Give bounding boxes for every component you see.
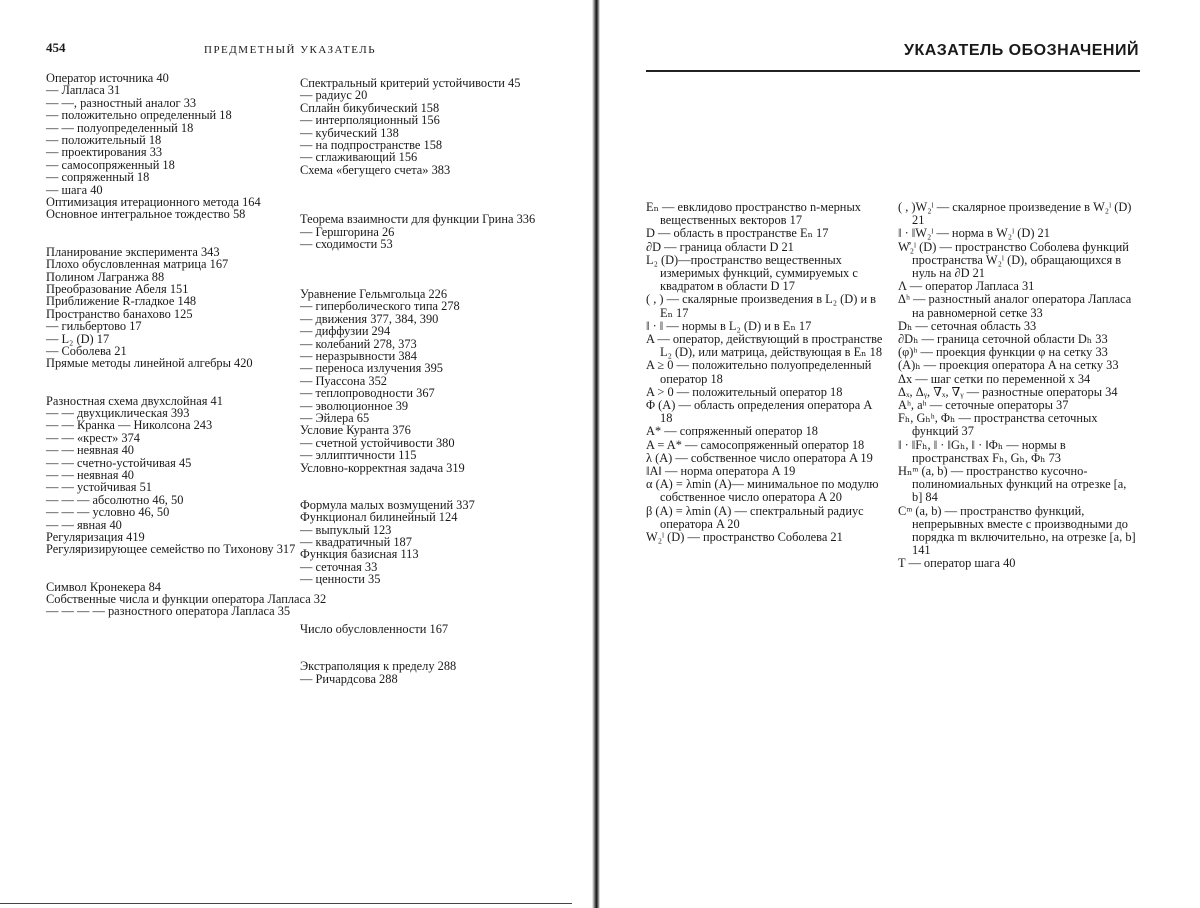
index-entry: Dₕ — сеточная область 33 xyxy=(898,318,1037,333)
index-entry: — Ричардсова 288 xyxy=(300,671,398,686)
index-entry: — — устойчивая 51 xyxy=(46,480,152,495)
index-entry: Регуляризация 419 xyxy=(46,530,145,545)
index-entry: — — двухциклическая 393 xyxy=(46,405,190,420)
index-entry: — сопряженный 18 xyxy=(46,170,150,185)
index-entry: — неразрывности 384 xyxy=(300,348,417,363)
index-entry: A — оператор, действующий в пространстве L₂ (D), или матрица, действующая в Eₙ 18 xyxy=(646,332,883,360)
index-entry: ‖ · ‖ — нормы в L₂ (D) и в Eₙ 17 xyxy=(646,318,812,333)
index-entry: — проектирования 33 xyxy=(46,145,163,160)
index-entry: Уравнение Гельмгольца 226 xyxy=(300,286,448,301)
index-entry: — кубический 138 xyxy=(300,125,399,140)
subject-index-column-2 xyxy=(300,77,550,685)
index-entry xyxy=(300,176,550,188)
index-entry: Спектральный критерий устойчивости 45 xyxy=(300,76,521,90)
index-entry: Сплайн бикубический 158 xyxy=(300,100,440,115)
index-entry: — выпуклый 123 xyxy=(300,522,392,537)
index-entry: — — «крест» 374 xyxy=(46,430,140,445)
subject-index-column-1 xyxy=(46,71,327,619)
index-entry: (A)ₕ — проекция оператора A на сетку 33 xyxy=(898,358,1119,373)
index-entry: — — — — разностного оператора Лапласа 35 xyxy=(46,604,291,619)
notation-index-title: УКАЗАТЕЛЬ ОБОЗНАЧЕНИЙ xyxy=(904,42,1139,59)
left-page xyxy=(0,0,592,908)
index-entry: Fₕ, Gₕʰ, Φₕ — пространства сеточных функций 37 xyxy=(898,411,1098,439)
index-entry: Оптимизация итерационного метода 164 xyxy=(46,195,261,210)
index-entry: A = A* — самосопряженный оператор 18 xyxy=(646,437,865,452)
index-entry: — самосопряженный 18 xyxy=(46,157,175,172)
index-entry: — Лапласа 31 xyxy=(46,83,121,98)
index-entry xyxy=(300,610,550,622)
index-entry: A* — сопряженный оператор 18 xyxy=(646,424,818,439)
index-entry: Прямые методы линейной алгебры 420 xyxy=(46,356,253,371)
index-entry: — гильбертово 17 xyxy=(46,319,142,334)
index-entry: Функция базисная 113 xyxy=(300,547,419,562)
index-entry: — сходимости 53 xyxy=(300,237,393,252)
index-entry: Приближение R-гладкое 148 xyxy=(46,294,197,309)
index-entry: Разностная схема двухслойная 41 xyxy=(46,393,223,408)
index-entry: — — Кранка — Николсона 243 xyxy=(46,418,213,433)
index-entry: Aʰ, aʰ — сеточные операторы 37 xyxy=(898,398,1069,413)
index-entry: — — неявная 40 xyxy=(46,468,134,482)
index-entry xyxy=(300,598,550,610)
index-entry: Собственные числа и функции оператора Лапласа 32 xyxy=(46,592,327,607)
index-entry: — — явная 40 xyxy=(46,517,122,532)
page-number: 454 xyxy=(46,40,66,55)
index-entry: — шага 40 xyxy=(46,182,103,197)
index-entry: Число обусловленности 167 xyxy=(300,621,449,636)
index-entry: Символ Кронекера 84 xyxy=(46,579,161,594)
index-entry: Формула малых возмущений 337 xyxy=(300,497,475,512)
index-entry: — положительно определенный 18 xyxy=(46,108,232,123)
index-entry xyxy=(300,251,550,263)
index-entry: W₂ˡ (D) — пространство Соболева 21 xyxy=(646,530,843,545)
index-entry xyxy=(46,370,294,382)
index-entry: — радиус 20 xyxy=(300,88,368,103)
index-entry: Φ (A) — область определения оператора A 18 xyxy=(646,398,872,426)
index-entry: ( , )W₂ˡ — скалярное произведение в W₂ˡ (D) 21 xyxy=(898,200,1132,228)
title-rule xyxy=(646,70,1140,72)
index-entry: Условие Куранта 376 xyxy=(300,423,411,438)
index-entry xyxy=(300,263,550,275)
index-entry: ‖ · ‖Fₕ, ‖ · ‖Gₕ, ‖ · ‖Φₕ — нормы в пространствах Fₕ, Gₕ, Φₕ 73 xyxy=(898,437,1066,465)
index-entry: (φ)ʰ — проекция функции φ на сетку 33 xyxy=(898,345,1108,360)
index-entry xyxy=(46,568,294,580)
index-entry: Δₓ, Δᵧ, ∇ₓ, ∇ᵧ — разностные операторы 34 xyxy=(898,384,1118,399)
index-entry: — Гершгорина 26 xyxy=(300,224,395,239)
index-entry xyxy=(46,221,294,233)
index-entry: Пространство банахово 125 xyxy=(46,306,193,321)
index-entry: — сеточная 33 xyxy=(300,559,378,574)
index-entry: — интерполяционный 156 xyxy=(300,113,440,128)
index-entry: — — полуопределенный 18 xyxy=(46,120,194,135)
index-entry xyxy=(46,233,294,245)
index-entry: ( , ) — скалярные произведения в L₂ (D) и в Eₙ 17 xyxy=(646,292,877,320)
index-entry: — квадратичный 187 xyxy=(300,535,412,550)
index-entry: — Эйлера 65 xyxy=(300,410,370,425)
index-entry: — переноса излучения 395 xyxy=(300,361,443,376)
index-entry: — эллиптичности 115 xyxy=(300,448,417,463)
index-entry: A ≥ 0 — положительно полуопределенный оператор 18 xyxy=(646,358,872,386)
index-entry: — эволюционное 39 xyxy=(300,398,409,413)
index-entry: β (A) = λmin (A) — спектральный радиус оператора A 20 xyxy=(646,503,864,531)
index-entry: — диффузии 294 xyxy=(300,324,391,339)
index-entry: Δʰ — разностный аналог оператора Лапласа на равномерной сетке 33 xyxy=(898,292,1132,320)
index-entry: — — — абсолютно 46, 50 xyxy=(46,492,184,507)
index-entry xyxy=(300,189,550,201)
index-entry: Eₙ — евклидово пространство n-мерных вещественных векторов 17 xyxy=(646,200,861,228)
index-entry xyxy=(300,635,550,647)
index-entry: Δx — шаг сетки по переменной x 34 xyxy=(898,371,1091,386)
index-entry: Теорема взаимности для функции Грина 336 xyxy=(300,212,536,227)
index-entry: — — неявная 40 xyxy=(46,443,134,458)
bottom-rule-left xyxy=(0,903,572,904)
index-entry: ‖ · ‖W₂ˡ — норма в W₂ˡ (D) 21 xyxy=(898,226,1050,241)
index-entry: Λ — оператор Лапласа 31 xyxy=(898,279,1035,294)
index-entry: — Соболева 21 xyxy=(46,343,127,358)
index-entry: Регуляризирующее семейство по Тихонову 317 xyxy=(46,542,296,557)
index-entry xyxy=(46,382,294,394)
index-entry: — движения 377, 384, 390 xyxy=(300,311,439,326)
index-entry: Планирование эксперимента 343 xyxy=(46,244,220,259)
index-entry: Плохо обусловленная матрица 167 xyxy=(46,257,229,272)
index-entry: Оператор источника 40 xyxy=(46,71,169,85)
book-spine xyxy=(592,0,600,908)
index-entry: ‖A‖ — норма оператора A 19 xyxy=(646,464,796,479)
index-entry: — —, разностный аналог 33 xyxy=(46,95,197,110)
index-entry: — положительный 18 xyxy=(46,133,162,148)
running-head: ПРЕДМЕТНЫЙ УКАЗАТЕЛЬ xyxy=(204,44,377,56)
index-entry xyxy=(46,556,294,568)
index-entry: — — — условно 46, 50 xyxy=(46,505,170,520)
notation-column-2 xyxy=(898,201,1138,571)
notation-column-1 xyxy=(646,201,886,544)
index-entry: — теплопроводности 367 xyxy=(300,386,435,401)
index-entry: Функционал билинейный 124 xyxy=(300,510,458,525)
index-entry: Экстраполяция к пределу 288 xyxy=(300,659,457,674)
index-entry xyxy=(300,586,550,598)
index-entry: Основное интегральное тождество 58 xyxy=(46,207,246,222)
index-entry: Полином Лагранжа 88 xyxy=(46,269,165,284)
index-entry: λ (A) — собственное число оператора A 19 xyxy=(646,450,873,465)
index-entry: Условно-корректная задача 319 xyxy=(300,460,465,475)
index-entry: — L₂ (D) 17 xyxy=(46,331,110,346)
index-entry: ∂D — граница области D 21 xyxy=(646,239,794,254)
index-entry: — сглаживающий 156 xyxy=(300,150,418,165)
index-entry: Hₙᵐ (a, b) — пространство кусочно-полиномиальных функций на отрезке [a, b] 84 xyxy=(898,464,1127,505)
index-entry xyxy=(300,486,550,498)
index-entry: — ценности 35 xyxy=(300,572,381,587)
index-entry: L₂ (D)—пространство вещественных измеримых функций, суммируемых с квадратом в области D 17 xyxy=(646,252,858,294)
index-entry: — счетной устойчивости 380 xyxy=(300,435,455,450)
index-entry xyxy=(300,474,550,486)
index-entry: W̊₂ˡ (D) — пространство Соболева функций пространства W₂ˡ (D), обращающихся в нуль на ∂D 21 xyxy=(898,239,1129,281)
index-entry: — — счетно-устойчивая 45 xyxy=(46,455,192,470)
index-entry: — Пуассона 352 xyxy=(300,373,387,388)
index-entry: T — оператор шага 40 xyxy=(898,556,1016,571)
index-entry: ∂Dₕ — граница сеточной области Dₕ 33 xyxy=(898,332,1108,347)
index-entry: Преобразование Абеля 151 xyxy=(46,281,189,296)
index-entry: — гиперболического типа 278 xyxy=(300,299,460,314)
index-entry: — колебаний 278, 373 xyxy=(300,336,417,351)
index-entry: Схема «бегущего счета» 383 xyxy=(300,162,451,177)
index-entry: — на подпространстве 158 xyxy=(300,138,443,153)
index-entry: D — область в пространстве Eₙ 17 xyxy=(646,226,829,241)
index-entry: A > 0 — положительный оператор 18 xyxy=(646,384,843,399)
index-entry: Cᵐ (a, b) — пространство функций, непрерывных вместе с производными до порядка m включительно, на отрезке [a, b] 141 xyxy=(898,503,1136,558)
index-entry: α (A) = λmin (A)— минимальное по модулю собственное число оператора A 20 xyxy=(646,477,879,505)
